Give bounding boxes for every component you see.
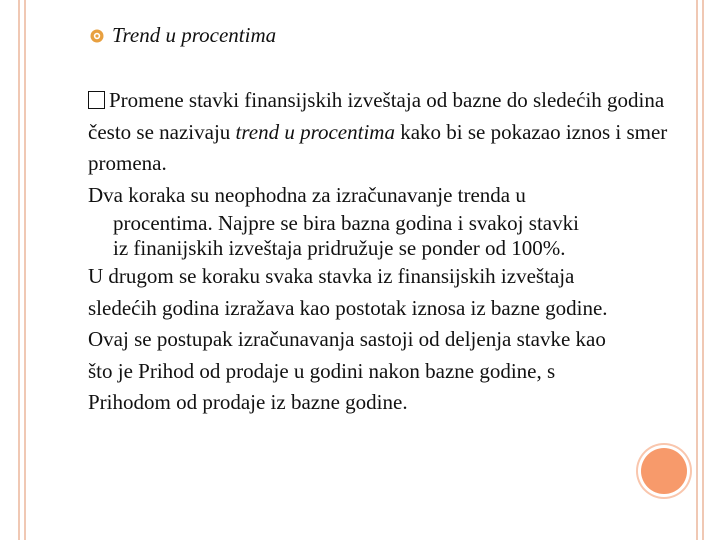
- frame-line-right-inner: [696, 0, 698, 540]
- slide-heading-text: Trend u procentima: [112, 23, 277, 47]
- paragraph-1-tail: kako bi se pokazao iznos i smer promena.: [88, 119, 668, 175]
- paragraph-1-lead: Promene stavki finansijskih izveštaja od bazne do sledećih godina često se nazivaju: [88, 88, 665, 144]
- orange-circle-icon: [641, 448, 687, 494]
- paragraph-3: U drugom se koraku svaka stavka iz finansijskih izveštaja sledećih godina izražava kao postotak iznosa iz bazne godine. Ovaj se postupak izračunavanja sastoji od deljenja stavke kao što je Prihod od prodaje u godini nakon bazne godine, s Prihodom od prodaje iz bazne godine.: [88, 264, 608, 414]
- frame-line-right-outer: [702, 0, 704, 540]
- paragraph-2-line-2: procentima. Najpre se bira bazna godina i svakoj stavki: [113, 211, 579, 235]
- frame-line-left-outer: [18, 0, 20, 540]
- missing-glyph-box-icon: [88, 91, 105, 109]
- paragraph-2: [88, 180, 693, 262]
- paragraph-2-line-3: iz finanijskih izveštaja pridružuje se ponder od 100%.: [113, 236, 566, 260]
- slide-heading: [90, 23, 276, 48]
- paragraph-2-line-1: Dva koraka su neophodna za izračunavanje trenda u: [88, 182, 526, 207]
- paragraph-1-term: trend u procentima: [235, 119, 395, 144]
- paragraph-1: [88, 85, 693, 180]
- sun-bullet-icon: [90, 29, 104, 43]
- slide-body: [88, 85, 693, 419]
- frame-line-left-inner: [24, 0, 26, 540]
